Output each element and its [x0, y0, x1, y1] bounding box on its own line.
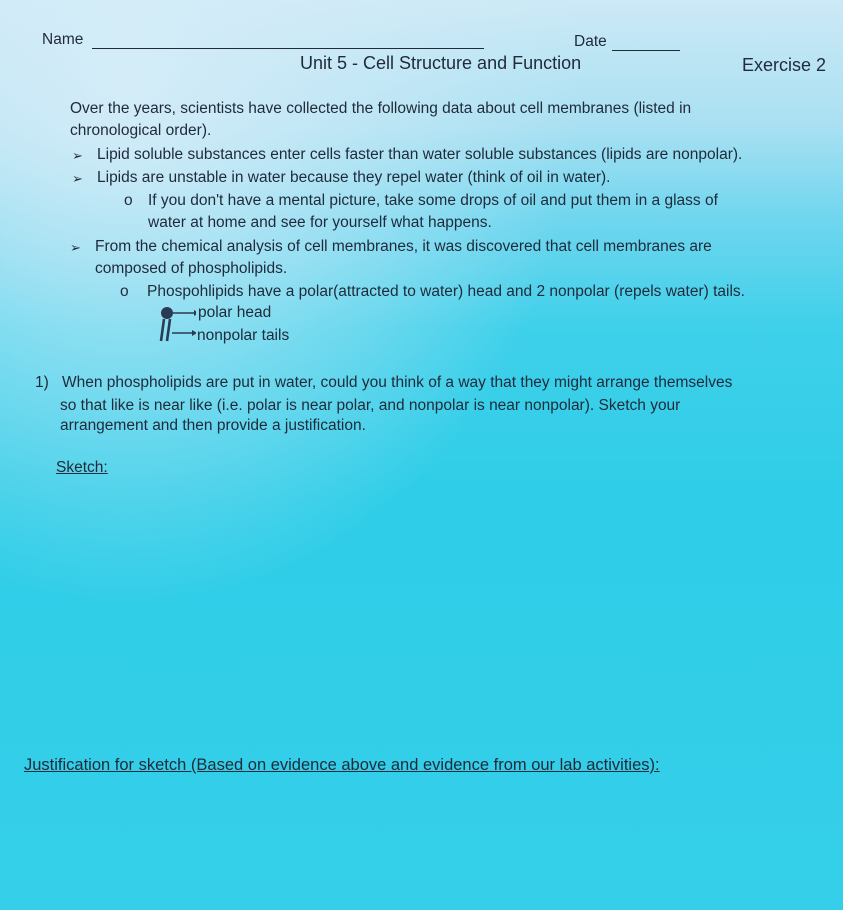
- bullet-1: Lipid soluble substances enter cells faster than water soluble substances (lipids are nonpolar).: [97, 146, 743, 163]
- sub-bullet-marker: o: [120, 283, 129, 300]
- bullet-3-line-1: From the chemical analysis of cell membranes, it was discovered that cell membranes are: [95, 238, 712, 255]
- bullet-2-sub-line-1: If you don't have a mental picture, take some drops of oil and put them in a glass of: [148, 192, 718, 209]
- bullet-3-sub: Phospohlipids have a polar(attracted to water) head and 2 nonpolar (repels water) tails.: [147, 283, 745, 300]
- intro-line-2: chronological order).: [70, 122, 212, 139]
- bullet-2: Lipids are unstable in water because they repel water (think of oil in water).: [97, 169, 611, 186]
- question-line-1: When phospholipids are put in water, could you think of a way that they might arrange themselves: [62, 374, 733, 391]
- sub-bullet-marker: o: [124, 192, 133, 209]
- arrow-bullet-icon: ➢: [70, 240, 81, 255]
- intro-line-1: Over the years, scientists have collected the following data about cell membranes (listed in: [70, 100, 692, 117]
- question-line-2: so that like is near like (i.e. polar is near polar, and nonpolar is near nonpolar). Sketch your: [60, 397, 681, 414]
- arrow-bullet-icon: ➢: [72, 171, 83, 186]
- date-label: Date: [574, 33, 607, 50]
- question-number: 1): [35, 374, 49, 391]
- sketch-label: Sketch:: [56, 459, 108, 476]
- justification-label: Justification for sketch (Based on evidence above and evidence from our lab activities):: [24, 756, 660, 774]
- nonpolar-tails-label: nonpolar tails: [197, 327, 290, 344]
- phospholipid-icon: [156, 305, 196, 345]
- arrow-bullet-icon: ➢: [72, 148, 83, 163]
- polar-head-label: polar head: [198, 304, 272, 321]
- question-line-3: arrangement and then provide a justification.: [60, 417, 366, 434]
- bullet-3-line-2: composed of phospholipids.: [95, 260, 288, 277]
- sketch-area[interactable]: [56, 485, 816, 735]
- name-blank[interactable]: [92, 34, 484, 54]
- date-blank[interactable]: [612, 36, 680, 56]
- name-label: Name: [42, 31, 84, 48]
- justification-area[interactable]: [24, 785, 814, 895]
- exercise-label: Exercise 2: [742, 55, 827, 75]
- page-title: Unit 5 - Cell Structure and Function: [300, 53, 582, 73]
- bullet-2-sub-line-2: water at home and see for yourself what happens.: [148, 214, 492, 231]
